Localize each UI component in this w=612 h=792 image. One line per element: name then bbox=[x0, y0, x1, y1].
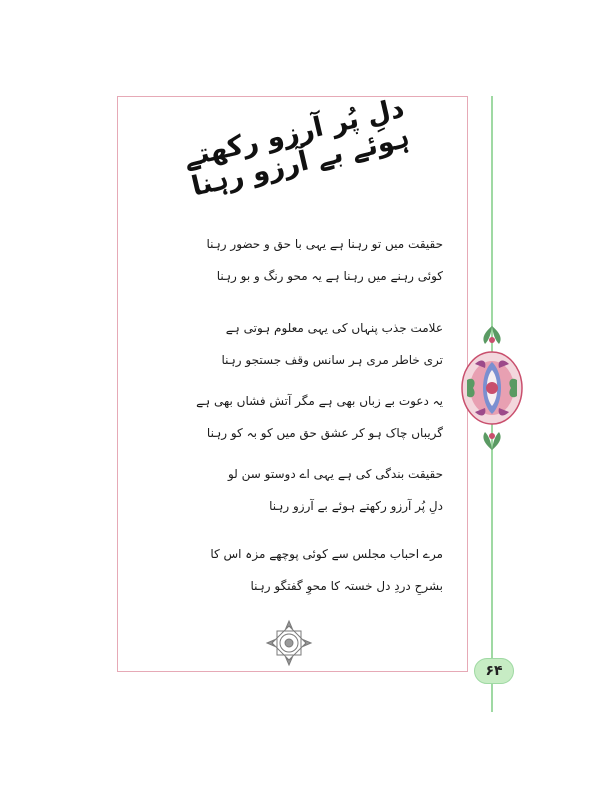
verse-line: مرے احباب مجلس سے کوئی پوچھے مزہ اس کا bbox=[210, 547, 443, 561]
verse-line: دلِ پُر آرزو رکھتے ہوئے بے آرزو رہنا bbox=[269, 499, 443, 513]
verse-line: گریباں چاک ہو کر عشق حق میں کو بہ کو رہنا bbox=[206, 426, 443, 440]
poem-title: دلِ پُر آرزو رکھتے ہوئے بے آرزو رہنا bbox=[180, 92, 413, 203]
verse-line: حقیقت میں تو رہنا ہے یہی با حق و حضور رہنا bbox=[206, 237, 443, 251]
verse-line: یہ دعوت بے زباں بھی ہے مگر آتش فشاں بھی ہے bbox=[196, 394, 443, 408]
verse-line: کوئی رہنے میں رہنا ہے یہ محو رنگ و بو رہنا bbox=[216, 269, 443, 283]
verse-line: بشرحِ دردِ دل خستہ کا محوِ گفتگو رہنا bbox=[250, 579, 443, 593]
verse-line: حقیقت بندگی کی ہے یہی اے دوستو سن لو bbox=[227, 467, 443, 481]
stanza-5 bbox=[210, 538, 443, 602]
floral-ornament-icon bbox=[455, 318, 529, 458]
verse-line: علامت جذب پنہاں کی یہی معلوم ہوتی ہے bbox=[225, 321, 443, 335]
stanza-2 bbox=[221, 312, 443, 376]
verse-line: تری خاطر مری ہر سانس وقف جستجو رہنا bbox=[221, 353, 443, 367]
rosette-ornament-icon bbox=[264, 618, 314, 668]
page-number: ۶۴ bbox=[474, 658, 514, 684]
stanza-1 bbox=[206, 228, 443, 292]
stanza-3 bbox=[196, 385, 443, 449]
stanza-4 bbox=[227, 458, 443, 522]
